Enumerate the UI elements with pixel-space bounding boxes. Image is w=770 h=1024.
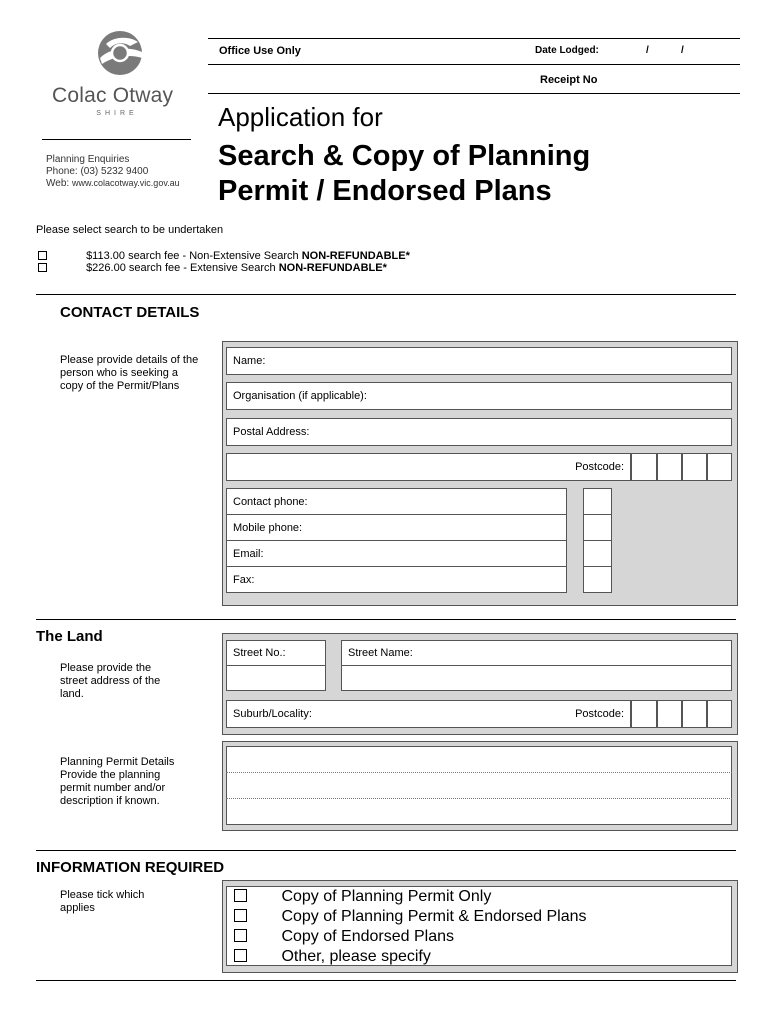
enquiries-phone: Phone: (03) 5232 9400: [46, 166, 149, 177]
info-heading: INFORMATION REQUIRED: [36, 859, 225, 876]
contact-phone-field[interactable]: [226, 488, 567, 515]
permit-details-field[interactable]: [226, 746, 732, 825]
email-box[interactable]: [583, 540, 612, 567]
postal-address-label: Postal Address:: [233, 426, 310, 438]
street-no-line-2[interactable]: [226, 665, 326, 691]
land-instructions: Please provide the street address of the land.: [60, 662, 161, 700]
info-rule: [36, 850, 736, 851]
fax-label: Fax:: [233, 573, 255, 586]
contact-rule: [36, 294, 736, 295]
title-line-3: Permit / Endorsed Plans: [218, 175, 552, 207]
land-postcode-label: Postcode:: [575, 708, 624, 720]
fax-field[interactable]: [226, 566, 567, 593]
mobile-phone-box[interactable]: [583, 514, 612, 541]
search-option-2[interactable]: [38, 262, 387, 275]
date-slash-1: /: [646, 45, 649, 56]
info-option-2[interactable]: [234, 908, 587, 926]
email-label: Email:: [233, 547, 264, 560]
contact-instructions: Please provide details of the person who is seeking a copy of the Permit/Plans: [60, 354, 199, 392]
title-line-2: Search & Copy of Planning: [218, 140, 591, 172]
postcode-box-2[interactable]: [657, 453, 682, 481]
land-postcode-box-1[interactable]: [631, 700, 657, 728]
mobile-phone-field[interactable]: [226, 514, 567, 541]
postal-address-line-2[interactable]: [226, 453, 631, 481]
name-label: Name:: [233, 355, 266, 367]
logo-sub: SHIRE: [96, 110, 138, 117]
mobile-phone-label: Mobile phone:: [233, 521, 303, 534]
street-name-line-2[interactable]: [341, 665, 732, 691]
organisation-label: Organisation (if applicable):: [233, 390, 367, 402]
header-top-rule: [208, 38, 740, 39]
contact-phone-box[interactable]: [583, 488, 612, 515]
permit-instructions: Planning Permit Details Provide the planning permit number and/or description if known.: [60, 756, 175, 807]
info-option-1[interactable]: [234, 888, 491, 906]
permit-line-2: [226, 798, 732, 799]
name-field[interactable]: [226, 347, 732, 375]
checkbox-icon[interactable]: [38, 263, 47, 272]
checkbox-icon[interactable]: [234, 889, 247, 902]
logo-name: Colac Otway: [52, 84, 174, 107]
fax-box[interactable]: [583, 566, 612, 593]
land-heading: The Land: [36, 628, 103, 645]
contact-heading: CONTACT DETAILS: [60, 304, 200, 321]
receipt-label: Receipt No: [540, 74, 598, 86]
search-option-1-bold: NON-REFUNDABLE*: [301, 250, 410, 262]
street-name-field[interactable]: [341, 640, 732, 666]
checkbox-icon[interactable]: [234, 929, 247, 942]
street-no-field[interactable]: [226, 640, 326, 666]
title-line-1: Application for: [218, 102, 383, 132]
info-option-4[interactable]: [234, 948, 431, 966]
info-option-4-label: Other, please specify: [281, 948, 431, 965]
office-use-label: Office Use Only: [219, 45, 301, 57]
date-lodged-label: Date Lodged:: [535, 45, 599, 56]
street-no-label: Street No.:: [233, 647, 286, 659]
search-option-1-text: $113.00 search fee - Non-Extensive Search: [86, 250, 302, 262]
enquiries-web-row: [46, 178, 180, 189]
date-slash-2: /: [681, 45, 684, 56]
search-prompt: Please select search to be undertaken: [36, 224, 224, 236]
land-postcode-box-3[interactable]: [682, 700, 707, 728]
suburb-label: Suburb/Locality:: [233, 708, 312, 720]
enquiries-web-label: Web:: [46, 178, 70, 189]
header-mid-rule: [208, 64, 740, 65]
postcode-box-3[interactable]: [682, 453, 707, 481]
info-instructions: Please tick which applies: [60, 889, 145, 914]
info-option-3-label: Copy of Endorsed Plans: [281, 928, 454, 945]
postcode-box-1[interactable]: [631, 453, 657, 481]
search-option-2-text: $226.00 search fee - Extensive Search: [86, 262, 279, 274]
info-option-1-label: Copy of Planning Permit Only: [281, 888, 492, 905]
checkbox-icon[interactable]: [234, 909, 247, 922]
organisation-field[interactable]: [226, 382, 732, 410]
logo-mark-icon: [50, 28, 190, 78]
postcode-box-4[interactable]: [707, 453, 732, 481]
land-postcode-box-2[interactable]: [657, 700, 682, 728]
checkbox-icon[interactable]: [234, 949, 247, 962]
postcode-label: Postcode:: [575, 461, 624, 473]
enquiries-label: Planning Enquiries: [46, 154, 130, 165]
email-field[interactable]: [226, 540, 567, 567]
contact-phone-label: Contact phone:: [233, 495, 308, 508]
checkbox-icon[interactable]: [38, 251, 47, 260]
info-option-2-label: Copy of Planning Permit & Endorsed Plans: [281, 908, 587, 925]
colac-otway-logo: [50, 28, 190, 123]
search-option-2-bold: NON-REFUNDABLE*: [278, 262, 387, 274]
postal-address-field[interactable]: [226, 418, 732, 446]
logo-rule: [42, 139, 191, 140]
street-name-label: Street Name:: [348, 647, 413, 659]
bottom-rule: [36, 980, 736, 981]
info-option-3[interactable]: [234, 928, 454, 946]
enquiries-web[interactable]: www.colacotway.vic.gov.au: [71, 178, 180, 188]
header-bottom-rule: [208, 93, 740, 94]
suburb-field[interactable]: [226, 700, 631, 728]
permit-line-1: [226, 772, 732, 773]
land-rule: [36, 619, 736, 620]
land-postcode-box-4[interactable]: [707, 700, 732, 728]
